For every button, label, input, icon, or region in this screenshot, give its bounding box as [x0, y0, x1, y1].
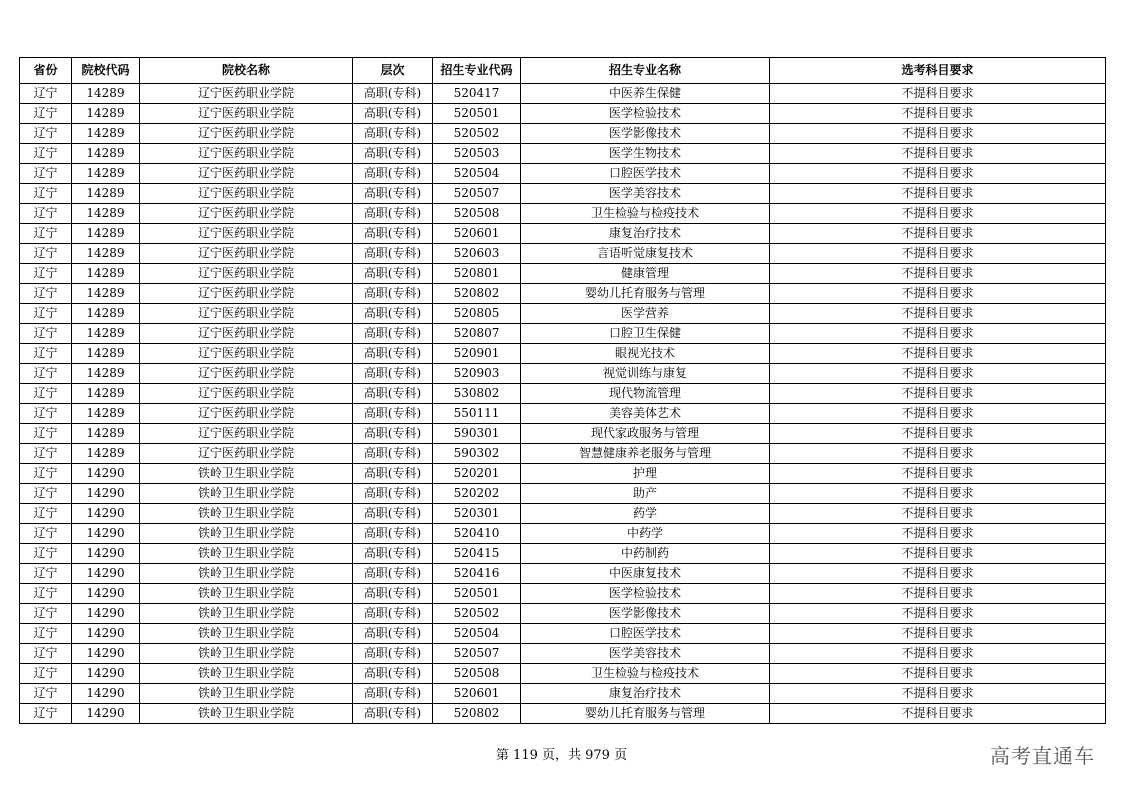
cell-major-code: 520504: [433, 624, 521, 644]
cell-school-name: 辽宁医药职业学院: [140, 144, 353, 164]
cell-subject-requirement: 不提科目要求: [770, 124, 1106, 144]
cell-level: 高职(专科): [353, 404, 433, 424]
cell-subject-requirement: 不提科目要求: [770, 384, 1106, 404]
cell-level: 高职(专科): [353, 124, 433, 144]
cell-school-name: 铁岭卫生职业学院: [140, 664, 353, 684]
table-row: [20, 364, 1106, 384]
cell-school-code: 14289: [72, 204, 140, 224]
cell-school-code: 14290: [72, 584, 140, 604]
cell-school-name: 铁岭卫生职业学院: [140, 684, 353, 704]
header-province: 省份: [20, 58, 72, 84]
cell-school-code: 14290: [72, 644, 140, 664]
cell-level: 高职(专科): [353, 164, 433, 184]
cell-school-code: 14290: [72, 504, 140, 524]
table-row: [20, 164, 1106, 184]
cell-province: 辽宁: [20, 204, 72, 224]
cell-level: 高职(专科): [353, 104, 433, 124]
cell-major-name: 婴幼儿托育服务与管理: [521, 704, 770, 724]
header-level: 层次: [353, 58, 433, 84]
cell-subject-requirement: 不提科目要求: [770, 624, 1106, 644]
cell-level: 高职(专科): [353, 84, 433, 104]
table-row: [20, 624, 1106, 644]
cell-province: 辽宁: [20, 584, 72, 604]
cell-level: 高职(专科): [353, 184, 433, 204]
cell-school-name: 辽宁医药职业学院: [140, 444, 353, 464]
cell-major-name: 医学检验技术: [521, 584, 770, 604]
cell-school-name: 铁岭卫生职业学院: [140, 524, 353, 544]
cell-school-name: 辽宁医药职业学院: [140, 344, 353, 364]
cell-level: 高职(专科): [353, 224, 433, 244]
admission-table: [19, 57, 1106, 724]
cell-school-name: 辽宁医药职业学院: [140, 404, 353, 424]
cell-level: 高职(专科): [353, 584, 433, 604]
cell-school-name: 辽宁医药职业学院: [140, 284, 353, 304]
cell-major-code: 520807: [433, 324, 521, 344]
cell-major-code: 520301: [433, 504, 521, 524]
cell-subject-requirement: 不提科目要求: [770, 244, 1106, 264]
table-header: [20, 58, 1106, 84]
cell-major-name: 中医康复技术: [521, 564, 770, 584]
cell-subject-requirement: 不提科目要求: [770, 404, 1106, 424]
cell-province: 辽宁: [20, 324, 72, 344]
cell-school-code: 14289: [72, 104, 140, 124]
cell-province: 辽宁: [20, 164, 72, 184]
cell-level: 高职(专科): [353, 304, 433, 324]
table-row: [20, 604, 1106, 624]
cell-school-name: 辽宁医药职业学院: [140, 84, 353, 104]
table-row: [20, 184, 1106, 204]
cell-school-code: 14290: [72, 544, 140, 564]
cell-province: 辽宁: [20, 444, 72, 464]
cell-province: 辽宁: [20, 684, 72, 704]
cell-major-name: 卫生检验与检疫技术: [521, 664, 770, 684]
cell-major-code: 520201: [433, 464, 521, 484]
cell-major-name: 中药制药: [521, 544, 770, 564]
table-body: [20, 84, 1106, 724]
cell-school-name: 辽宁医药职业学院: [140, 244, 353, 264]
table-row: [20, 484, 1106, 504]
cell-major-name: 护理: [521, 464, 770, 484]
cell-major-code: 520410: [433, 524, 521, 544]
cell-major-name: 口腔医学技术: [521, 164, 770, 184]
cell-level: 高职(专科): [353, 604, 433, 624]
cell-subject-requirement: 不提科目要求: [770, 164, 1106, 184]
cell-province: 辽宁: [20, 264, 72, 284]
cell-subject-requirement: 不提科目要求: [770, 444, 1106, 464]
cell-school-code: 14289: [72, 424, 140, 444]
cell-province: 辽宁: [20, 184, 72, 204]
cell-major-code: 520508: [433, 204, 521, 224]
cell-school-name: 辽宁医药职业学院: [140, 304, 353, 324]
table-row: [20, 544, 1106, 564]
cell-level: 高职(专科): [353, 324, 433, 344]
cell-school-name: 铁岭卫生职业学院: [140, 604, 353, 624]
cell-school-code: 14289: [72, 364, 140, 384]
cell-school-name: 辽宁医药职业学院: [140, 204, 353, 224]
cell-major-name: 言语听觉康复技术: [521, 244, 770, 264]
cell-school-code: 14289: [72, 264, 140, 284]
cell-major-code: 590302: [433, 444, 521, 464]
cell-subject-requirement: 不提科目要求: [770, 264, 1106, 284]
cell-level: 高职(专科): [353, 204, 433, 224]
cell-major-code: 520901: [433, 344, 521, 364]
cell-major-code: 520502: [433, 124, 521, 144]
header-school-name: 院校名称: [140, 58, 353, 84]
cell-province: 辽宁: [20, 704, 72, 724]
cell-province: 辽宁: [20, 224, 72, 244]
cell-province: 辽宁: [20, 604, 72, 624]
cell-school-name: 辽宁医药职业学院: [140, 264, 353, 284]
cell-school-name: 铁岭卫生职业学院: [140, 644, 353, 664]
cell-province: 辽宁: [20, 304, 72, 324]
cell-major-code: 520415: [433, 544, 521, 564]
cell-subject-requirement: 不提科目要求: [770, 644, 1106, 664]
cell-level: 高职(专科): [353, 284, 433, 304]
cell-level: 高职(专科): [353, 524, 433, 544]
cell-school-name: 铁岭卫生职业学院: [140, 484, 353, 504]
cell-school-code: 14289: [72, 164, 140, 184]
cell-major-name: 口腔卫生保健: [521, 324, 770, 344]
cell-school-name: 辽宁医药职业学院: [140, 364, 353, 384]
cell-school-code: 14290: [72, 664, 140, 684]
table-row: [20, 684, 1106, 704]
cell-school-code: 14290: [72, 464, 140, 484]
table-row: [20, 584, 1106, 604]
table-row: [20, 324, 1106, 344]
header-subject-requirement: 选考科目要求: [770, 58, 1106, 84]
cell-school-code: 14289: [72, 404, 140, 424]
cell-major-name: 康复治疗技术: [521, 224, 770, 244]
table-row: [20, 404, 1106, 424]
cell-level: 高职(专科): [353, 444, 433, 464]
cell-province: 辽宁: [20, 284, 72, 304]
cell-major-code: 520416: [433, 564, 521, 584]
cell-subject-requirement: 不提科目要求: [770, 104, 1106, 124]
cell-major-name: 卫生检验与检疫技术: [521, 204, 770, 224]
table-row: [20, 84, 1106, 104]
cell-school-name: 辽宁医药职业学院: [140, 224, 353, 244]
cell-subject-requirement: 不提科目要求: [770, 544, 1106, 564]
cell-school-code: 14289: [72, 124, 140, 144]
cell-school-code: 14289: [72, 84, 140, 104]
cell-major-name: 中药学: [521, 524, 770, 544]
cell-major-code: 530802: [433, 384, 521, 404]
cell-school-code: 14290: [72, 524, 140, 544]
cell-major-code: 520507: [433, 644, 521, 664]
cell-province: 辽宁: [20, 124, 72, 144]
cell-school-name: 辽宁医药职业学院: [140, 164, 353, 184]
table-row: [20, 524, 1106, 544]
cell-school-code: 14289: [72, 304, 140, 324]
cell-level: 高职(专科): [353, 244, 433, 264]
cell-school-code: 14290: [72, 604, 140, 624]
cell-province: 辽宁: [20, 624, 72, 644]
cell-province: 辽宁: [20, 504, 72, 524]
table-row: [20, 504, 1106, 524]
cell-subject-requirement: 不提科目要求: [770, 144, 1106, 164]
cell-major-name: 婴幼儿托育服务与管理: [521, 284, 770, 304]
cell-subject-requirement: 不提科目要求: [770, 364, 1106, 384]
cell-major-name: 智慧健康养老服务与管理: [521, 444, 770, 464]
cell-subject-requirement: 不提科目要求: [770, 84, 1106, 104]
table-row: [20, 264, 1106, 284]
cell-major-name: 医学生物技术: [521, 144, 770, 164]
cell-school-name: 辽宁医药职业学院: [140, 184, 353, 204]
cell-school-code: 14289: [72, 244, 140, 264]
cell-level: 高职(专科): [353, 704, 433, 724]
cell-major-code: 590301: [433, 424, 521, 444]
cell-major-name: 中医养生保健: [521, 84, 770, 104]
cell-major-code: 520801: [433, 264, 521, 284]
cell-level: 高职(专科): [353, 464, 433, 484]
cell-major-code: 520508: [433, 664, 521, 684]
cell-major-code: 520601: [433, 684, 521, 704]
cell-major-name: 医学美容技术: [521, 184, 770, 204]
cell-major-code: 520603: [433, 244, 521, 264]
table-row: [20, 384, 1106, 404]
cell-major-code: 550111: [433, 404, 521, 424]
cell-school-name: 铁岭卫生职业学院: [140, 544, 353, 564]
cell-province: 辽宁: [20, 484, 72, 504]
cell-subject-requirement: 不提科目要求: [770, 324, 1106, 344]
cell-major-code: 520504: [433, 164, 521, 184]
table-row: [20, 644, 1106, 664]
cell-province: 辽宁: [20, 564, 72, 584]
cell-school-code: 14289: [72, 324, 140, 344]
cell-major-code: 520202: [433, 484, 521, 504]
cell-major-name: 康复治疗技术: [521, 684, 770, 704]
cell-subject-requirement: 不提科目要求: [770, 564, 1106, 584]
cell-major-name: 医学美容技术: [521, 644, 770, 664]
cell-province: 辽宁: [20, 384, 72, 404]
header-row: [20, 58, 1106, 84]
cell-subject-requirement: 不提科目要求: [770, 304, 1106, 324]
cell-major-name: 现代家政服务与管理: [521, 424, 770, 444]
cell-school-code: 14290: [72, 484, 140, 504]
cell-major-code: 520802: [433, 284, 521, 304]
cell-major-code: 520501: [433, 584, 521, 604]
cell-school-code: 14289: [72, 284, 140, 304]
cell-subject-requirement: 不提科目要求: [770, 704, 1106, 724]
cell-subject-requirement: 不提科目要求: [770, 484, 1106, 504]
cell-major-name: 医学检验技术: [521, 104, 770, 124]
cell-subject-requirement: 不提科目要求: [770, 344, 1106, 364]
table-row: [20, 224, 1106, 244]
cell-subject-requirement: 不提科目要求: [770, 684, 1106, 704]
cell-province: 辽宁: [20, 664, 72, 684]
cell-province: 辽宁: [20, 364, 72, 384]
cell-province: 辽宁: [20, 404, 72, 424]
cell-major-code: 520805: [433, 304, 521, 324]
cell-level: 高职(专科): [353, 644, 433, 664]
cell-major-name: 药学: [521, 504, 770, 524]
cell-level: 高职(专科): [353, 364, 433, 384]
table-row: [20, 144, 1106, 164]
cell-province: 辽宁: [20, 84, 72, 104]
cell-level: 高职(专科): [353, 484, 433, 504]
cell-subject-requirement: 不提科目要求: [770, 424, 1106, 444]
cell-level: 高职(专科): [353, 144, 433, 164]
table-row: [20, 284, 1106, 304]
cell-major-code: 520507: [433, 184, 521, 204]
cell-school-name: 铁岭卫生职业学院: [140, 704, 353, 724]
table-row: [20, 444, 1106, 464]
cell-major-name: 医学影像技术: [521, 124, 770, 144]
cell-major-code: 520417: [433, 84, 521, 104]
cell-school-name: 辽宁医药职业学院: [140, 424, 353, 444]
cell-school-code: 14289: [72, 384, 140, 404]
cell-school-code: 14289: [72, 224, 140, 244]
cell-subject-requirement: 不提科目要求: [770, 464, 1106, 484]
cell-major-code: 520903: [433, 364, 521, 384]
cell-level: 高职(专科): [353, 544, 433, 564]
table-row: [20, 344, 1106, 364]
cell-level: 高职(专科): [353, 264, 433, 284]
cell-level: 高职(专科): [353, 344, 433, 364]
cell-major-name: 美容美体艺术: [521, 404, 770, 424]
table-row: [20, 244, 1106, 264]
table-row: [20, 424, 1106, 444]
cell-subject-requirement: 不提科目要求: [770, 284, 1106, 304]
cell-major-name: 健康管理: [521, 264, 770, 284]
cell-province: 辽宁: [20, 544, 72, 564]
cell-school-code: 14290: [72, 624, 140, 644]
cell-subject-requirement: 不提科目要求: [770, 604, 1106, 624]
watermark-logo: 高考直通车: [990, 744, 1095, 768]
header-major-name: 招生专业名称: [521, 58, 770, 84]
cell-major-name: 视觉训练与康复: [521, 364, 770, 384]
cell-major-name: 眼视光技术: [521, 344, 770, 364]
cell-school-name: 铁岭卫生职业学院: [140, 584, 353, 604]
cell-subject-requirement: 不提科目要求: [770, 224, 1106, 244]
cell-major-code: 520601: [433, 224, 521, 244]
cell-school-code: 14290: [72, 704, 140, 724]
cell-province: 辽宁: [20, 464, 72, 484]
cell-school-code: 14289: [72, 184, 140, 204]
cell-subject-requirement: 不提科目要求: [770, 504, 1106, 524]
cell-school-name: 铁岭卫生职业学院: [140, 504, 353, 524]
cell-province: 辽宁: [20, 644, 72, 664]
cell-school-code: 14289: [72, 444, 140, 464]
page-number: 第 119 页，共 979 页: [495, 748, 628, 763]
table-row: [20, 204, 1106, 224]
cell-level: 高职(专科): [353, 684, 433, 704]
table-row: [20, 564, 1106, 584]
cell-school-name: 辽宁医药职业学院: [140, 384, 353, 404]
cell-subject-requirement: 不提科目要求: [770, 664, 1106, 684]
cell-province: 辽宁: [20, 524, 72, 544]
cell-school-name: 铁岭卫生职业学院: [140, 624, 353, 644]
cell-major-name: 现代物流管理: [521, 384, 770, 404]
table-row: [20, 104, 1106, 124]
table-row: [20, 704, 1106, 724]
cell-level: 高职(专科): [353, 384, 433, 404]
cell-level: 高职(专科): [353, 504, 433, 524]
cell-school-name: 铁岭卫生职业学院: [140, 564, 353, 584]
cell-school-code: 14289: [72, 144, 140, 164]
cell-major-code: 520802: [433, 704, 521, 724]
cell-subject-requirement: 不提科目要求: [770, 524, 1106, 544]
cell-major-name: 医学影像技术: [521, 604, 770, 624]
cell-province: 辽宁: [20, 424, 72, 444]
cell-major-name: 口腔医学技术: [521, 624, 770, 644]
cell-school-code: 14289: [72, 344, 140, 364]
cell-province: 辽宁: [20, 244, 72, 264]
cell-level: 高职(专科): [353, 424, 433, 444]
table-row: [20, 304, 1106, 324]
cell-major-name: 医学营养: [521, 304, 770, 324]
header-school-code: 院校代码: [72, 58, 140, 84]
cell-subject-requirement: 不提科目要求: [770, 184, 1106, 204]
cell-major-code: 520502: [433, 604, 521, 624]
cell-major-code: 520501: [433, 104, 521, 124]
cell-subject-requirement: 不提科目要求: [770, 204, 1106, 224]
cell-school-name: 辽宁医药职业学院: [140, 324, 353, 344]
cell-province: 辽宁: [20, 144, 72, 164]
cell-level: 高职(专科): [353, 664, 433, 684]
table-row: [20, 124, 1106, 144]
cell-school-code: 14290: [72, 684, 140, 704]
cell-level: 高职(专科): [353, 624, 433, 644]
table-row: [20, 664, 1106, 684]
table-row: [20, 464, 1106, 484]
header-major-code: 招生专业代码: [433, 58, 521, 84]
cell-subject-requirement: 不提科目要求: [770, 584, 1106, 604]
cell-school-name: 辽宁医药职业学院: [140, 104, 353, 124]
cell-province: 辽宁: [20, 344, 72, 364]
cell-level: 高职(专科): [353, 564, 433, 584]
cell-school-code: 14290: [72, 564, 140, 584]
cell-major-code: 520503: [433, 144, 521, 164]
cell-major-name: 助产: [521, 484, 770, 504]
cell-province: 辽宁: [20, 104, 72, 124]
cell-school-name: 铁岭卫生职业学院: [140, 464, 353, 484]
cell-school-name: 辽宁医药职业学院: [140, 124, 353, 144]
